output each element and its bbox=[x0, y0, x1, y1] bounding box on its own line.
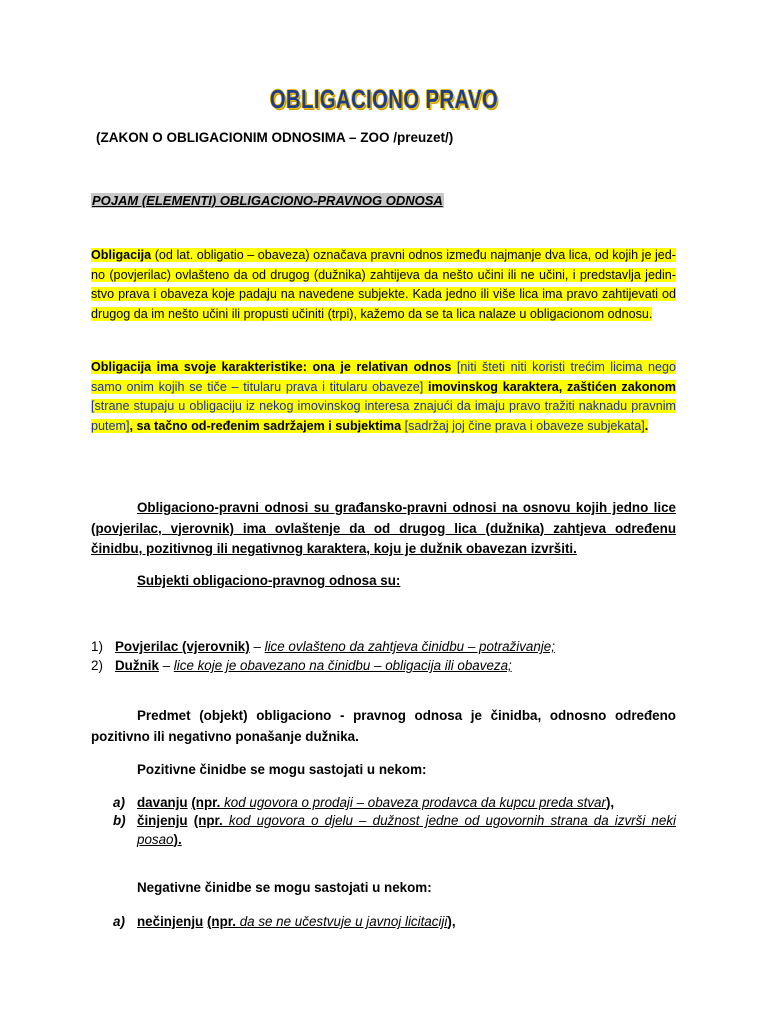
list-item-separator: – bbox=[158, 658, 174, 673]
list-item-letter: a) bbox=[113, 914, 125, 929]
negative-heading bbox=[91, 878, 676, 899]
section-heading: POJAM (ELEMENTI) OBLIGACIONO-PRAVNOG ODNOSA bbox=[92, 193, 443, 208]
characteristics-part3: , sa tačno od-ređenim sadržajem i subjektima bbox=[129, 418, 402, 433]
characteristics-part1: Obligacija ima svoje karakteristike: ona je relativan odnos bbox=[91, 360, 452, 374]
positive-heading bbox=[91, 760, 676, 781]
characteristics-part2: imovinskog karaktera, zaštićen zakonom bbox=[423, 379, 676, 394]
list-item-description: lice ovlašteno da zahtjeva činidbu – potraživanje; bbox=[264, 639, 555, 654]
list-item-term: Dužnik bbox=[115, 658, 159, 673]
positive-heading-text: Pozitivne činidbe se mogu sastojati u nekom: bbox=[137, 762, 427, 777]
list-item-npr: (npr. bbox=[191, 795, 221, 810]
subjects-heading bbox=[91, 571, 676, 592]
list-item-end: ), bbox=[447, 914, 456, 929]
list-item-letter: b) bbox=[113, 813, 126, 828]
object-text: Predmet (objekt) obligaciono - pravnog odnosa je činidba, odnosno određeno pozitivno ili negativno ponašanje dužnika. bbox=[91, 708, 676, 744]
list-item-description: kod ugovora o djelu – dužnost jedne od ugovornih strana da izvrši neki posao bbox=[137, 813, 676, 847]
list-item-description: lice koje je obavezano na činidbu – obligacija ili obaveza; bbox=[173, 658, 512, 673]
list-item-separator: – bbox=[249, 639, 265, 654]
list-item-term: činjenju bbox=[137, 813, 188, 828]
list-item-letter: a) bbox=[113, 795, 125, 810]
relations-text: Obligaciono-pravni odnosi su građansko-pravni odnosi na osnovu kojih jedno lice (povjerilac, vjerovnik) ima ovlaštenje da od drugog lica (dužnika) zahtjeva određenu činidbu, pozitivnog ili negativnog karaktera, koju je dužnik obavezan izvršiti. bbox=[91, 500, 676, 556]
characteristics-paragraph bbox=[91, 358, 676, 436]
list-item-term: davanju bbox=[137, 795, 188, 810]
list-item-term: Povjerilac (vjerovnik) bbox=[115, 639, 250, 654]
characteristics-note3: [sadržaj joj čine prava i obaveze subjekata] bbox=[401, 418, 645, 433]
characteristics-note2: [strane stupaju u obligaciju iz nekog imovinskog interesa znajući da imaju pravo tražiti naknadu pravnim putem] bbox=[91, 399, 676, 433]
definition-text: (od lat. obligatio – obaveza) označava pravni odnos između najmanje dva lica, od kojih je jed-no (povjerilac) ovlašteno da od drugog (dužnika) zahtijeva da nešto učini ili ne učini, i predstavlja jedin-stvo prava i obaveza koje padaju na navedene subjekte. Kada jedno ili više lica ima pravo zahtijevati od drugog da im nešto učini ili propusti učiniti (trpi), kažemo da se ta lica nalaze u obligacionom odnosu. bbox=[91, 248, 676, 321]
list-item-number: 1) bbox=[91, 639, 103, 654]
list-item-npr: (npr. bbox=[193, 813, 223, 828]
list-item-description: da se ne učestvuje u javnoj licitaciji bbox=[235, 914, 448, 929]
characteristics-end: . bbox=[644, 418, 649, 433]
list-item-end: ). bbox=[173, 832, 182, 847]
document-title: OBLIGACIONO PRAVO bbox=[269, 84, 499, 114]
list-item-end: ), bbox=[605, 795, 615, 810]
list-item-number: 2) bbox=[91, 658, 103, 673]
object-paragraph bbox=[91, 706, 676, 747]
relations-paragraph bbox=[91, 498, 676, 560]
definition-paragraph bbox=[91, 246, 676, 324]
list-item-description: kod ugovora o prodaji – obaveza prodavca da kupcu preda stvar bbox=[220, 795, 606, 810]
subjects-heading-text: Subjekti obligaciono-pravnog odnosa su: bbox=[137, 573, 401, 588]
list-item-npr: (npr. bbox=[206, 914, 236, 929]
negative-heading-text: Negativne činidbe se mogu sastojati u nekom: bbox=[137, 880, 432, 895]
list-item-term: nečinjenju bbox=[137, 914, 204, 929]
definition-term: Obligacija bbox=[91, 248, 152, 262]
document-subtitle: (ZAKON O OBLIGACIONIM ODNOSIMA – ZOO /preuzet/) bbox=[96, 130, 454, 145]
characteristics-note1: [niti šteti niti koristi trećim licima nego samo onim kojih se tiče – titularu prava i titularu obaveze] bbox=[91, 360, 676, 394]
